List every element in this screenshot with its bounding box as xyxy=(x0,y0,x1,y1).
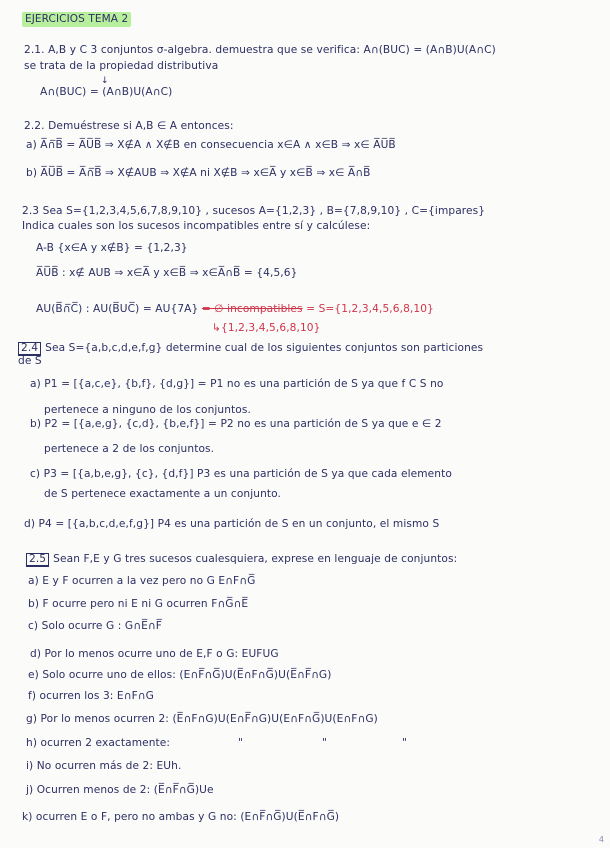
exercise-2-5-b: b) F ocurre pero ni E ni G ocurren F∩G̅∩E̅ xyxy=(28,598,249,610)
exercise-2-5-d: d) Por lo menos ocurre uno de E,F o G: EUFUG xyxy=(30,648,279,660)
exercise-2-5-c: c) Solo ocurre G : G∩E̅∩F̅ xyxy=(28,620,162,632)
exercise-2-3-complement-union: A̅U̅B̅ : x∉ AUB ⇒ x∈A̅ y x∈B̅ ⇒ x∈A̅∩B̅ = {4,5,6} xyxy=(36,267,298,279)
exercise-2-5-f: f) ocurren los 3: E∩F∩G xyxy=(28,690,154,702)
exercise-2-4-statement xyxy=(18,342,483,356)
exercise-2-2-statement: 2.2. Demuéstrese si A,B ∈ A entonces: xyxy=(24,120,234,132)
union-expression: AU(B̅∩̅C̅) : AU(B̅UC̅) = AU{7A} xyxy=(36,303,199,315)
exercise-2-3-union-result xyxy=(36,303,434,316)
exercise-number-box: 2.5 xyxy=(26,553,49,567)
exercise-2-4-c-line1: c) P3 = [{a,b,e,g}, {c}, {d,f}] P3 es una partición de S ya que cada elemento xyxy=(30,468,452,480)
page-title: EJERCICIOS TEMA 2 xyxy=(22,12,131,27)
exercise-2-5-j: j) Ocurren menos de 2: (E̅∩F̅∩G̅)Ue xyxy=(26,784,214,796)
exercise-2-5-text: Sean F,E y G tres sucesos cualesquiera, exprese en lenguaje de conjuntos: xyxy=(53,553,458,565)
exercise-2-5-h: h) ocurren 2 exactamente: xyxy=(26,737,171,749)
exercise-2-5-e: e) Solo ocurre uno de ellos: (E∩F̅∩G̅)U(E̅∩F∩G̅)U(E̅∩F̅∩G) xyxy=(28,669,332,681)
exercise-number-box: 2.4 xyxy=(18,342,41,356)
ditto-mark: " xyxy=(402,737,407,749)
exercise-2-5-k: k) ocurren E o F, pero no ambas y G no: (E∩F̅∩G̅)U(E̅∩F∩G̅) xyxy=(22,811,340,823)
exercise-2-1-formula: A∩(BUC) = (A∩B)U(A∩C) xyxy=(40,86,173,98)
exercise-2-3-a-minus-b: A-B {x∈A y x∉B} = {1,2,3} xyxy=(36,242,188,254)
ditto-mark: " xyxy=(322,737,327,749)
crossed-out-incompatibles: = ∅ incompatibles xyxy=(201,303,303,315)
exercise-2-4-b-line2: pertenece a 2 de los conjuntos. xyxy=(44,443,215,455)
exercise-2-5-i: i) No ocurren más de 2: EUh. xyxy=(26,760,182,772)
exercise-2-2-a: a) A̅∩̅B̅ = A̅U̅B̅ ⇒ X∉A ∧ X∉B en consecuencia x∈A ∧ x∈B ⇒ x∈ A̅U̅B̅ xyxy=(26,139,396,151)
exercise-2-1-note: se trata de la propiedad distributiva xyxy=(24,60,219,72)
page-corner-mark: 4 xyxy=(598,835,604,844)
exercise-2-4-a-line1: a) P1 = [{a,c,e}, {b,f}, {d,g}] = P1 no es una partición de S ya que f C S no xyxy=(30,378,444,390)
exercise-2-4-c-line2: de S pertenece exactamente a un conjunto. xyxy=(44,488,282,500)
ditto-mark: " xyxy=(238,737,243,749)
arrow-down-icon: ↓ xyxy=(101,76,109,86)
exercise-2-3-question: Indica cuales son los sucesos incompatibles entre sí y calcúlese: xyxy=(22,220,371,232)
exercise-2-4-d-line1: d) P4 = [{a,b,c,d,e,f,g}] P4 es una partición de S en un conjunto, el mismo S xyxy=(24,518,440,530)
exercise-2-5-g: g) Por lo menos ocurren 2: (E̅∩F∩G)U(E∩F̅∩G)U(E∩F∩G̅)U(E∩F∩G) xyxy=(26,713,378,725)
exercise-2-2-b: b) A̅U̅B̅ = A̅∩̅B̅ ⇒ X∉AUB ⇒ X∉A ni X∉B ⇒ x∈A̅ y x∈B̅ ⇒ x∈ A̅∩B̅ xyxy=(26,167,371,179)
exercise-2-4-statement-cont: de S xyxy=(18,355,42,367)
exercise-2-4-text: Sea S={a,b,c,d,e,f,g} determine cual de los siguientes conjuntos son particiones xyxy=(45,342,484,354)
exercise-2-5-statement xyxy=(26,553,457,567)
exercise-2-4-b-line1: b) P2 = [{a,e,g}, {c,d}, {b,e,f}] = P2 no es una partición de S ya que e ∈ 2 xyxy=(30,418,442,430)
exercise-2-3-statement: 2.3 Sea S={1,2,3,4,5,6,7,8,9,10} , sucesos A={1,2,3} , B={7,8,9,10} , C={impares} xyxy=(22,205,486,217)
exercise-2-4-a-line2: pertenece a ninguno de los conjuntos. xyxy=(44,404,251,416)
exercise-2-3-result-detail: ↳{1,2,3,4,5,6,8,10} xyxy=(212,322,321,334)
exercise-2-1-statement: 2.1. A,B y C 3 conjuntos σ-algebra. demuestra que se verifica: A∩(BUC) = (A∩B)U(A∩C) xyxy=(24,44,496,56)
result-set: = S={1,2,3,4,5,6,8,10} xyxy=(306,303,434,315)
exercise-2-5-a: a) E y F ocurren a la vez pero no G E∩F∩G̅ xyxy=(28,575,256,587)
